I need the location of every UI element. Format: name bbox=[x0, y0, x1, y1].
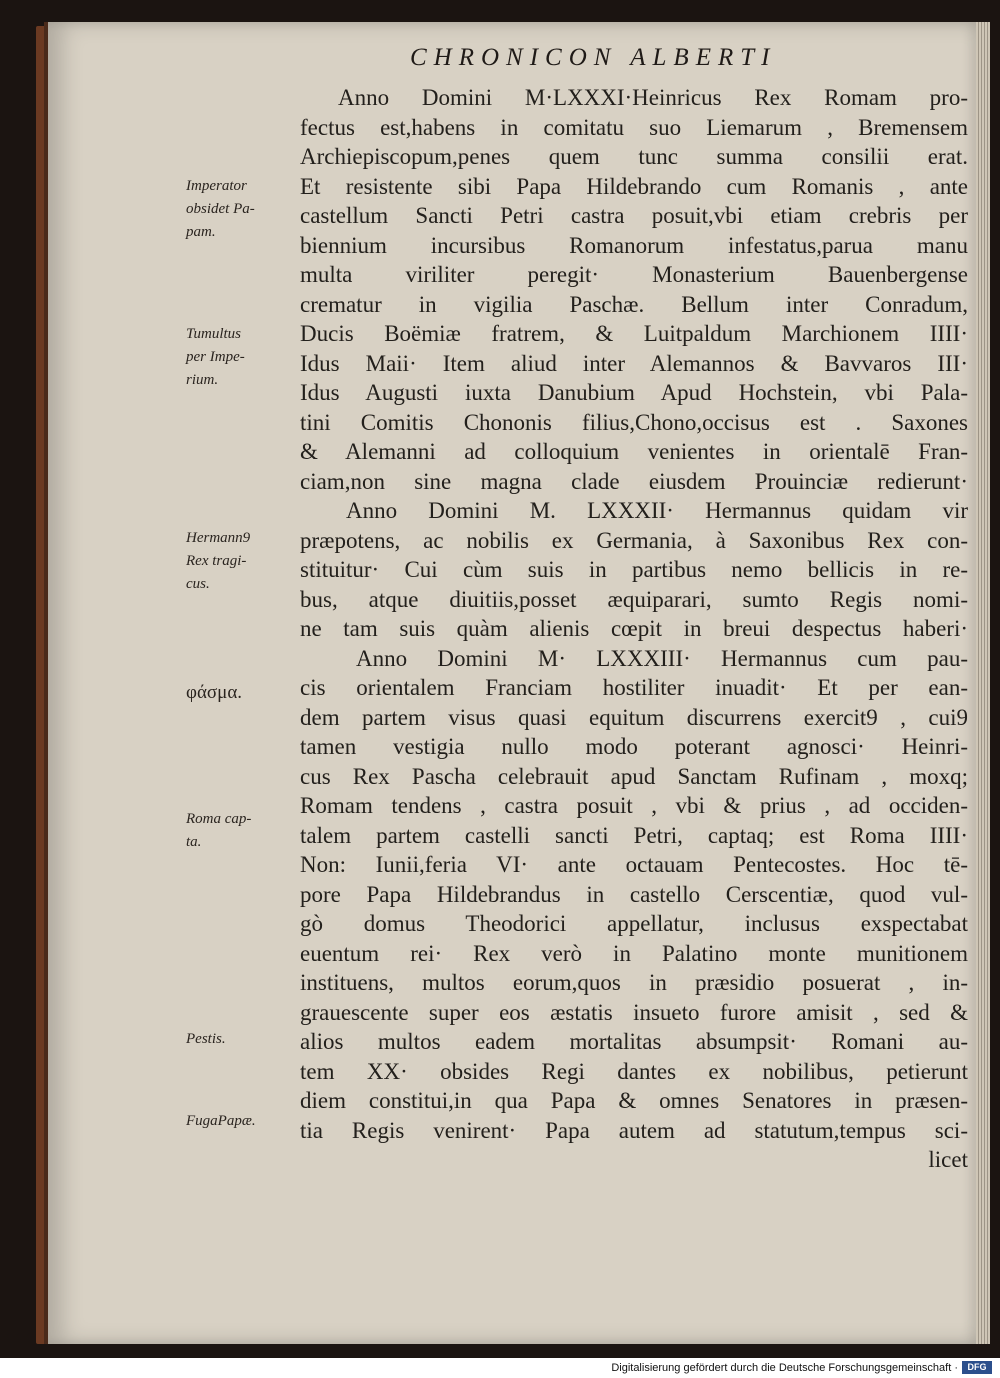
text-line: tem XX· obsides Regi dantes ex nobilibus, petierunt bbox=[300, 1058, 968, 1084]
margin-note-line: Rex tragi- bbox=[186, 553, 247, 569]
margin-note-line: per Impe- bbox=[186, 349, 245, 365]
margin-note-line: φάσμα. bbox=[186, 682, 243, 703]
text-line: diem constitui,in qua Papa & omnes Senatores in præsen- bbox=[300, 1088, 968, 1113]
text-line: dem partem visus quasi equitum discurrens exercit9 , cui9 bbox=[300, 704, 968, 730]
text-line: bus, atque diuitiis,posset æquiparari, sumto Regis nomi- bbox=[300, 586, 968, 612]
text-line: ciam,non sine magna clade eiusdem Prouinciæ redierunt· bbox=[300, 468, 968, 494]
margin-note-tumultus bbox=[186, 323, 296, 392]
text-line: pore Papa Hildebrandus in castello Cerscentiæ, quod vul- bbox=[300, 881, 968, 907]
margin-note-line: FugaPapæ. bbox=[186, 1113, 256, 1129]
text-line: tia Regis venirent· Papa autem ad statutum,tempus sci- bbox=[300, 1117, 968, 1143]
text-line: & Alemanni ad colloquium venientes in orientalē Fran- bbox=[300, 439, 968, 464]
margin-note-line: Pestis. bbox=[186, 1031, 226, 1047]
margin-note-line: Tumultus bbox=[186, 326, 242, 342]
margin-note-line: ta. bbox=[186, 834, 202, 850]
text-line: alios multos eadem mortalitas absumpsit· Romani au- bbox=[300, 1029, 968, 1054]
margin-note-line: pam. bbox=[186, 224, 216, 240]
text-line: ne tam suis quàm alienis cœpit in breui despectus haberi· bbox=[300, 616, 968, 641]
text-line: Ducis Boëmiæ fratrem, & Luitpaldum Marchionem IIII· bbox=[300, 321, 968, 346]
text-line: biennium incursibus Romanorum infestatus,parua manu bbox=[300, 232, 968, 258]
text-line: fectus est,habens in comitatu suo Liemarum , Bremensem bbox=[300, 114, 968, 140]
text-line: tini Comitis Chononis filius,Chono,occisus est . Saxones bbox=[300, 409, 968, 435]
text-line: Anno Domini M. LXXXII· Hermannus quidam vir bbox=[346, 498, 968, 523]
margin-note-roma-capta bbox=[186, 808, 296, 854]
margin-note-fuga-papae bbox=[186, 1110, 296, 1133]
text-line: præpotens, ac nobilis ex Germania, à Saxonibus Rex con- bbox=[300, 527, 968, 553]
text-line: Et resistente sibi Papa Hildebrando cum Romanis , ante bbox=[300, 173, 968, 199]
margin-note-line: Imperator bbox=[186, 178, 247, 194]
digitization-credit: Digitalisierung gefördert durch die Deutsche Forschungsgemeinschaft · bbox=[611, 1362, 958, 1374]
margin-note-pestis bbox=[186, 1028, 296, 1051]
text-line: grauescente super eos æstatis insueto furore amisit , sed & bbox=[300, 999, 968, 1025]
main-text bbox=[300, 83, 968, 1175]
text-line: tamen vestigia nullo modo poterant agnosci· Heinri- bbox=[300, 734, 968, 759]
text-line: crematur in vigilia Paschæ. Bellum inter Conradum, bbox=[300, 291, 968, 317]
text-line: Non: Iunii,feria VI· ante octauam Pentecostes. Hoc tē- bbox=[300, 852, 968, 877]
text-line: euentum rei· Rex verò in Palatino monte munitionem bbox=[300, 940, 968, 966]
margin-note-imperator bbox=[186, 175, 296, 244]
text-line: cis orientalem Franciam hostiliter inuadit· Et per ean- bbox=[300, 675, 968, 700]
margin-note-phasma bbox=[186, 681, 296, 704]
text-line: Idus Augusti iuxta Danubium Apud Hochstein, vbi Pala- bbox=[300, 380, 968, 405]
text-line: Anno Domini M·LXXXI·Heinricus Rex Romam pro- bbox=[338, 85, 968, 110]
text-line: stituitur· Cui cùm suis in partibus nemo bellicis in re- bbox=[300, 557, 968, 582]
text-line: Archiepiscopum,penes quem tunc summa consilii erat. bbox=[300, 144, 968, 169]
margin-note-hermannus bbox=[186, 527, 296, 596]
text-line: instituens, multos eorum,quos in præsidio posuerat , in- bbox=[300, 970, 968, 995]
text-line: multa viriliter peregit· Monasterium Bauenbergense bbox=[300, 262, 968, 287]
text-line: castellum Sancti Petri castra posuit,vbi etiam crebris per bbox=[300, 203, 968, 228]
running-head: CHRONICON ALBERTI bbox=[410, 44, 777, 71]
margin-note-line: rium. bbox=[186, 372, 219, 388]
text-line: gò domus Theodorici appellatur, inclusus exspectabat bbox=[300, 911, 968, 936]
text-line: talem partem castelli sancti Petri, captaq; est Roma IIII· bbox=[300, 822, 968, 848]
margin-note-line: Hermann9 bbox=[186, 530, 251, 546]
text-line: Anno Domini M· LXXXIII· Hermannus cum pau- bbox=[356, 645, 968, 671]
margin-note-line: obsidet Pa- bbox=[186, 201, 255, 217]
text-line: licet bbox=[928, 1147, 968, 1172]
text-line: cus Rex Pascha celebrauit apud Sanctam Rufinam , moxq; bbox=[300, 763, 968, 789]
margin-note-line: cus. bbox=[186, 576, 210, 592]
text-line: Romam tendens , castra posuit , vbi & prius , ad occiden- bbox=[300, 793, 968, 818]
dfg-logo: DFG bbox=[962, 1361, 992, 1374]
margin-note-line: Roma cap- bbox=[186, 811, 252, 827]
text-line: Idus Maii· Item aliud inter Alemannos & Bavvaros III· bbox=[300, 350, 968, 376]
